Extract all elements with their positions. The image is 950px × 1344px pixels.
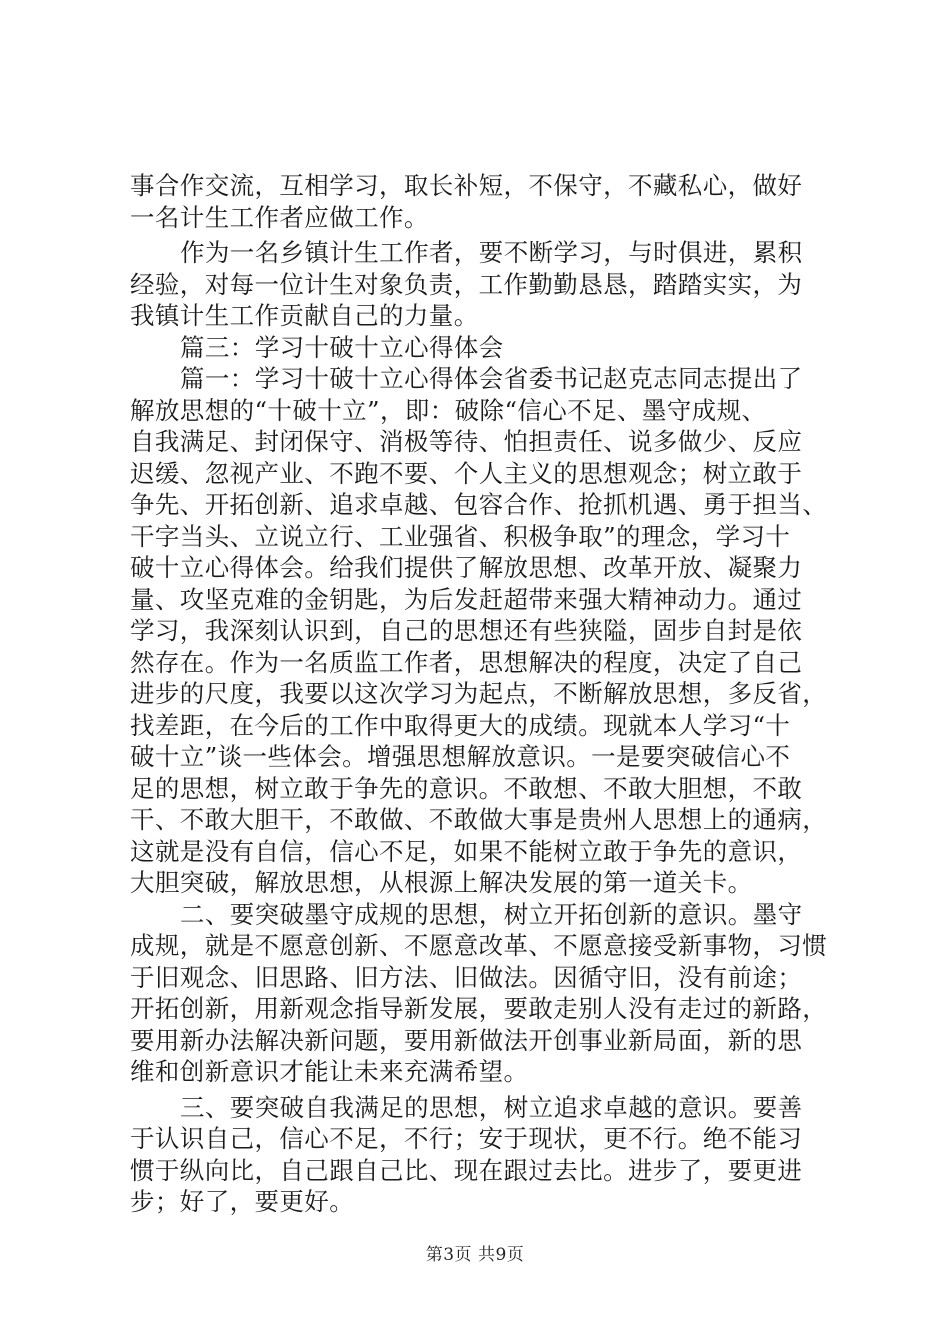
text-line: 学习，我深刻认识到，自己的思想还有些狭隘，固步自封是依	[130, 616, 803, 645]
text-line: 维和创新意识才能让未来充满希望。	[130, 1057, 529, 1086]
text-line: 自我满足、封闭保守、消极等待、怕担责任、说多做少、反应	[130, 427, 803, 456]
text-line: 然存在。作为一名质监工作者，思想解决的程度，决定了自己	[130, 647, 803, 677]
document-body	[130, 170, 830, 1218]
text-line: 一名计生工作者应做工作。	[130, 202, 429, 232]
text-line: 事合作交流，互相学习，取长补短，不保守，不藏私心，做好	[130, 171, 803, 200]
text-line: 破十立心得体会。给我们提供了解放思想、改革开放、凝聚力	[130, 553, 803, 582]
paragraph-start-line: 篇一：学习十破十立心得体会省委书记赵克志同志提出了	[180, 364, 803, 393]
text-line: 我镇计生工作贡献自己的力量。	[130, 301, 479, 330]
page-number-footer: 第3页 共9页	[425, 1245, 525, 1265]
text-line: 破十立”谈一些体会。增强思想解放意识。一是要突破信心不	[130, 742, 791, 771]
text-line: 找差距，在今后的工作中取得更大的成绩。现就本人学习“十	[130, 710, 791, 740]
text-line: 量、攻坚克难的金钥匙，为后发赶超带来强大精神动力。通过	[130, 584, 803, 614]
paragraph-start-line: 作为一名乡镇计生工作者，要不断学习，与时俱进，累积	[180, 238, 803, 267]
text-line: 惯于纵向比，自己跟自己比、现在跟过去比。进步了，要更进	[130, 1155, 803, 1185]
text-line: 争先、开拓创新、追求卓越、包容合作、抢抓机遇、勇于担当、	[130, 490, 828, 519]
text-line: 要用新办法解决新问题，要用新做法开创事业新局面，新的思	[130, 1025, 803, 1055]
text-line: 解放思想的“十破十立”，即：破除“信心不足、墨守成规、	[130, 395, 767, 425]
text-line: 成规，就是不愿意创新、不愿意改革、不愿意接受新事物，习惯	[130, 931, 828, 960]
text-line: 于旧观念、旧思路、旧方法、旧做法。因循守旧，没有前途；	[130, 962, 803, 992]
text-line: 干字当头、立说立行、工业强省、积极争取”的理念，学习十	[130, 521, 791, 551]
text-line: 于认识自己，信心不足，不行；安于现状，更不行。绝不能习	[130, 1124, 803, 1153]
section-heading: 篇三：学习十破十立心得体会	[180, 332, 504, 362]
text-line: 足的思想，树立敢于争先的意识。不敢想、不敢大胆想，不敢	[130, 773, 803, 803]
text-line: 迟缓、忽视产业、不跑不要、个人主义的思想观念；树立敢于	[130, 458, 803, 488]
paragraph-start-line: 三、要突破自我满足的思想，树立追求卓越的意识。要善	[180, 1092, 803, 1122]
text-line: 这就是没有自信，信心不足，如果不能树立敢于争先的意识，	[130, 836, 803, 866]
text-line: 开拓创新，用新观念指导新发展，要敢走别人没有走过的新路，	[130, 994, 828, 1023]
text-line: 大胆突破，解放思想，从根源上解决发展的第一道关卡。	[130, 868, 753, 897]
text-line: 干、不敢大胆干，不敢做、不敢做大事是贵州人思想上的通病，	[130, 805, 828, 834]
paragraph-start-line: 二、要突破墨守成规的思想，树立开拓创新的意识。墨守	[180, 899, 803, 929]
text-line: 经验，对每一位计生对象负责，工作勤勤恳恳，踏踏实实，为	[130, 269, 803, 299]
text-line: 进步的尺度，我要以这次学习为起点，不断解放思想，多反省，	[130, 679, 828, 708]
text-line: 步；好了，要更好。	[130, 1187, 355, 1216]
